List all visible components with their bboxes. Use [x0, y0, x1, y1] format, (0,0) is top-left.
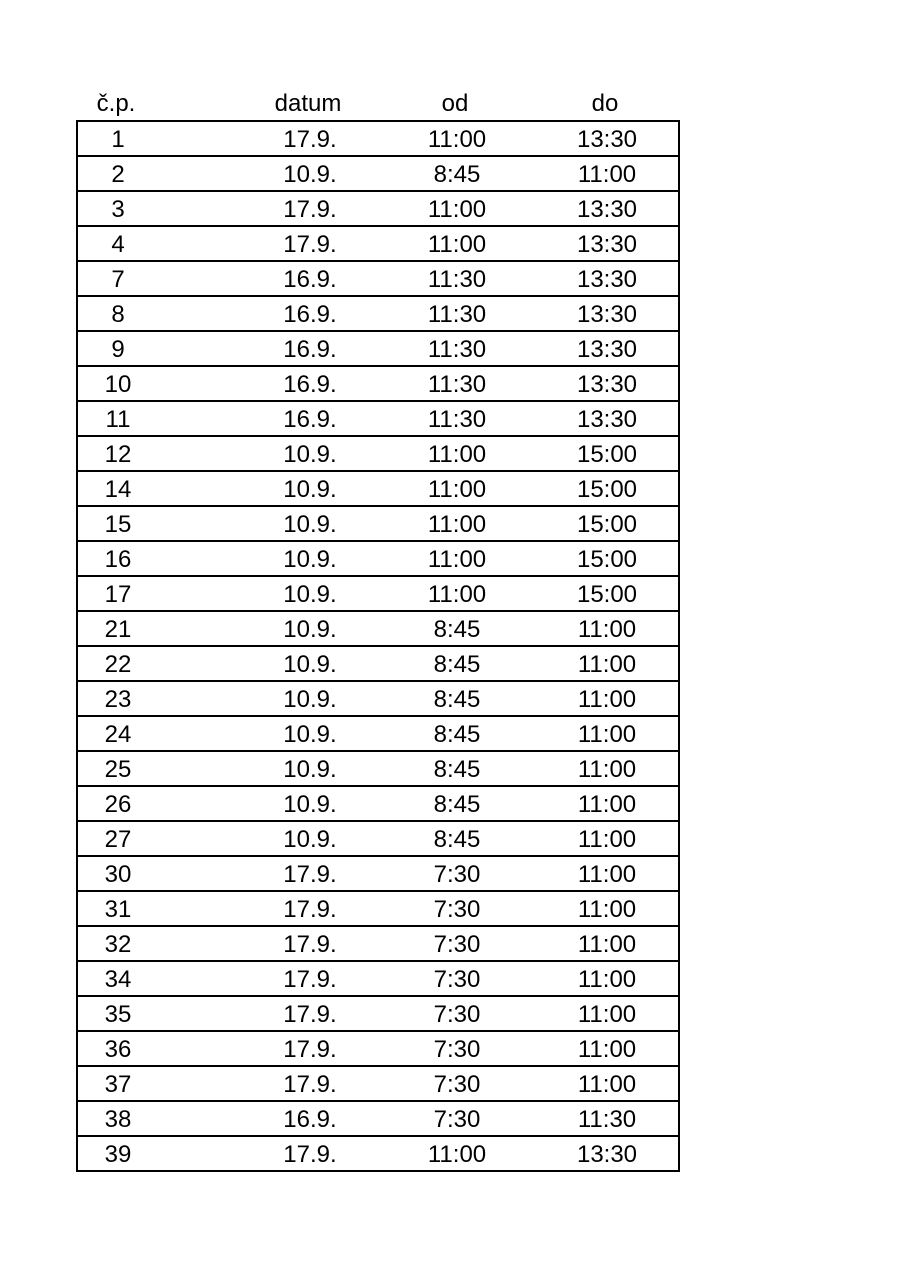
- cell-house-number: 26: [104, 791, 132, 818]
- cell-to: 11:00: [577, 931, 637, 958]
- cell-from: 8:45: [433, 686, 481, 713]
- header-cells: [76, 86, 680, 120]
- header-from: od: [441, 90, 469, 117]
- cell-to: 13:30: [576, 406, 638, 433]
- cell-from: 11:00: [427, 1141, 487, 1168]
- cell-to: 11:00: [577, 966, 637, 993]
- cell-to: 15:00: [576, 476, 638, 503]
- cell-date: 10.9.: [283, 651, 337, 678]
- cell-house-number: 37: [104, 1071, 132, 1098]
- cell-from: 8:45: [433, 826, 481, 853]
- table-row: [78, 1032, 678, 1067]
- table-row: [78, 682, 678, 717]
- row-cells: [78, 332, 678, 365]
- cell-from: 11:30: [427, 336, 487, 363]
- table-row: [78, 472, 678, 507]
- cell-to: 13:30: [576, 1141, 638, 1168]
- row-cells: [78, 157, 678, 190]
- cell-house-number: 22: [104, 651, 132, 678]
- table-row: [78, 367, 678, 402]
- table-row: [78, 787, 678, 822]
- cell-from: 11:00: [427, 511, 487, 538]
- schedule-table: [76, 120, 680, 1172]
- cell-date: 10.9.: [283, 756, 337, 783]
- cell-house-number: 32: [104, 931, 132, 958]
- row-cells: [78, 682, 678, 715]
- cell-from: 8:45: [433, 721, 481, 748]
- cell-to: 13:30: [576, 336, 638, 363]
- table-row: [78, 402, 678, 437]
- cell-house-number: 21: [104, 616, 132, 643]
- cell-from: 7:30: [433, 896, 481, 923]
- row-cells: [78, 192, 678, 225]
- cell-from: 7:30: [433, 1036, 481, 1063]
- table-row: [78, 1102, 678, 1137]
- cell-to: 15:00: [576, 581, 638, 608]
- row-cells: [78, 1137, 678, 1170]
- header-to: do: [591, 90, 619, 117]
- row-cells: [78, 507, 678, 540]
- cell-house-number: 14: [104, 476, 132, 503]
- schedule-sheet: [76, 86, 680, 1172]
- cell-from: 8:45: [433, 161, 481, 188]
- table-row: [78, 927, 678, 962]
- cell-date: 17.9.: [283, 1141, 337, 1168]
- cell-date: 16.9.: [283, 266, 337, 293]
- cell-house-number: 1: [111, 126, 125, 153]
- table-row: [78, 122, 678, 157]
- cell-date: 10.9.: [283, 826, 337, 853]
- cell-house-number: 4: [111, 231, 125, 258]
- table-row: [78, 192, 678, 227]
- cell-date: 16.9.: [283, 336, 337, 363]
- row-cells: [78, 1032, 678, 1065]
- cell-date: 17.9.: [283, 1001, 337, 1028]
- cell-house-number: 39: [104, 1141, 132, 1168]
- row-cells: [78, 1102, 678, 1135]
- cell-date: 16.9.: [283, 301, 337, 328]
- cell-from: 7:30: [433, 861, 481, 888]
- table-row: [78, 997, 678, 1032]
- cell-to: 11:30: [577, 1106, 637, 1133]
- row-cells: [78, 1067, 678, 1100]
- cell-house-number: 9: [111, 336, 125, 363]
- cell-from: 11:00: [427, 196, 487, 223]
- table-row: [78, 437, 678, 472]
- table-row: [78, 262, 678, 297]
- cell-from: 8:45: [433, 756, 481, 783]
- table-row: [78, 577, 678, 612]
- row-cells: [78, 542, 678, 575]
- cell-date: 10.9.: [283, 791, 337, 818]
- cell-house-number: 10: [104, 371, 132, 398]
- cell-from: 11:00: [427, 476, 487, 503]
- cell-house-number: 23: [104, 686, 132, 713]
- cell-house-number: 27: [104, 826, 132, 853]
- cell-to: 13:30: [576, 301, 638, 328]
- table-row: [78, 227, 678, 262]
- row-cells: [78, 367, 678, 400]
- cell-to: 11:00: [577, 896, 637, 923]
- table-row: [78, 752, 678, 787]
- cell-from: 7:30: [433, 1071, 481, 1098]
- cell-house-number: 8: [111, 301, 125, 328]
- row-cells: [78, 612, 678, 645]
- table-row: [78, 857, 678, 892]
- cell-house-number: 31: [104, 896, 132, 923]
- table-row: [78, 332, 678, 367]
- cell-to: 11:00: [577, 791, 637, 818]
- cell-date: 10.9.: [283, 721, 337, 748]
- cell-date: 10.9.: [283, 581, 337, 608]
- cell-to: 11:00: [577, 721, 637, 748]
- cell-to: 11:00: [577, 756, 637, 783]
- cell-house-number: 2: [111, 161, 125, 188]
- row-cells: [78, 402, 678, 435]
- cell-to: 11:00: [577, 616, 637, 643]
- cell-to: 13:30: [576, 266, 638, 293]
- cell-from: 11:30: [427, 266, 487, 293]
- row-cells: [78, 437, 678, 470]
- cell-date: 10.9.: [283, 686, 337, 713]
- row-cells: [78, 717, 678, 750]
- row-cells: [78, 122, 678, 155]
- cell-to: 11:00: [577, 1001, 637, 1028]
- table-row: [78, 717, 678, 752]
- cell-house-number: 25: [104, 756, 132, 783]
- cell-date: 17.9.: [283, 861, 337, 888]
- cell-house-number: 12: [104, 441, 132, 468]
- cell-house-number: 17: [104, 581, 132, 608]
- row-cells: [78, 577, 678, 610]
- table-row: [78, 1067, 678, 1102]
- row-cells: [78, 892, 678, 925]
- cell-to: 11:00: [577, 826, 637, 853]
- cell-date: 17.9.: [283, 1036, 337, 1063]
- table-row: [78, 892, 678, 927]
- cell-house-number: 16: [104, 546, 132, 573]
- cell-from: 7:30: [433, 1001, 481, 1028]
- table-row: [78, 962, 678, 997]
- row-cells: [78, 647, 678, 680]
- cell-date: 17.9.: [283, 931, 337, 958]
- cell-from: 7:30: [433, 966, 481, 993]
- header-house-number: č.p.: [96, 90, 136, 117]
- cell-from: 11:00: [427, 126, 487, 153]
- row-cells: [78, 787, 678, 820]
- cell-from: 11:00: [427, 441, 487, 468]
- cell-house-number: 34: [104, 966, 132, 993]
- cell-date: 17.9.: [283, 966, 337, 993]
- cell-from: 8:45: [433, 791, 481, 818]
- row-cells: [78, 857, 678, 890]
- cell-from: 11:30: [427, 371, 487, 398]
- row-cells: [78, 822, 678, 855]
- table-row: [78, 822, 678, 857]
- table-row: [78, 542, 678, 577]
- cell-from: 11:30: [427, 406, 487, 433]
- cell-date: 17.9.: [283, 196, 337, 223]
- cell-to: 11:00: [577, 651, 637, 678]
- cell-to: 13:30: [576, 196, 638, 223]
- row-cells: [78, 997, 678, 1030]
- row-cells: [78, 927, 678, 960]
- cell-date: 10.9.: [283, 441, 337, 468]
- cell-date: 10.9.: [283, 511, 337, 538]
- cell-house-number: 7: [111, 266, 125, 293]
- cell-house-number: 24: [104, 721, 132, 748]
- header-row: [76, 86, 680, 120]
- cell-to: 11:00: [577, 161, 637, 188]
- cell-to: 11:00: [577, 861, 637, 888]
- cell-house-number: 35: [104, 1001, 132, 1028]
- cell-date: 16.9.: [283, 1106, 337, 1133]
- cell-to: 11:00: [577, 686, 637, 713]
- cell-from: 8:45: [433, 616, 481, 643]
- cell-date: 16.9.: [283, 371, 337, 398]
- cell-house-number: 38: [104, 1106, 132, 1133]
- cell-from: 8:45: [433, 651, 481, 678]
- cell-to: 11:00: [577, 1071, 637, 1098]
- row-cells: [78, 297, 678, 330]
- cell-house-number: 36: [104, 1036, 132, 1063]
- cell-from: 7:30: [433, 931, 481, 958]
- row-cells: [78, 262, 678, 295]
- cell-from: 11:00: [427, 231, 487, 258]
- cell-date: 17.9.: [283, 231, 337, 258]
- table-row: [78, 1137, 678, 1170]
- cell-from: 11:30: [427, 301, 487, 328]
- cell-date: 17.9.: [283, 126, 337, 153]
- cell-date: 10.9.: [283, 476, 337, 503]
- cell-house-number: 3: [111, 196, 125, 223]
- cell-to: 15:00: [576, 511, 638, 538]
- row-cells: [78, 962, 678, 995]
- table-row: [78, 612, 678, 647]
- cell-from: 11:00: [427, 546, 487, 573]
- row-cells: [78, 472, 678, 505]
- cell-to: 13:30: [576, 371, 638, 398]
- cell-date: 10.9.: [283, 546, 337, 573]
- cell-date: 10.9.: [283, 161, 337, 188]
- cell-date: 17.9.: [283, 896, 337, 923]
- cell-house-number: 15: [104, 511, 132, 538]
- table-row: [78, 507, 678, 542]
- cell-house-number: 11: [105, 406, 131, 433]
- cell-to: 15:00: [576, 546, 638, 573]
- cell-to: 11:00: [577, 1036, 637, 1063]
- cell-to: 15:00: [576, 441, 638, 468]
- cell-date: 10.9.: [283, 616, 337, 643]
- row-cells: [78, 752, 678, 785]
- cell-date: 16.9.: [283, 406, 337, 433]
- table-row: [78, 647, 678, 682]
- cell-house-number: 30: [104, 861, 132, 888]
- cell-to: 13:30: [576, 231, 638, 258]
- table-row: [78, 297, 678, 332]
- row-cells: [78, 227, 678, 260]
- table-row: [78, 157, 678, 192]
- header-date: datum: [274, 90, 342, 117]
- cell-from: 11:00: [427, 581, 487, 608]
- cell-date: 17.9.: [283, 1071, 337, 1098]
- cell-from: 7:30: [433, 1106, 481, 1133]
- cell-to: 13:30: [576, 126, 638, 153]
